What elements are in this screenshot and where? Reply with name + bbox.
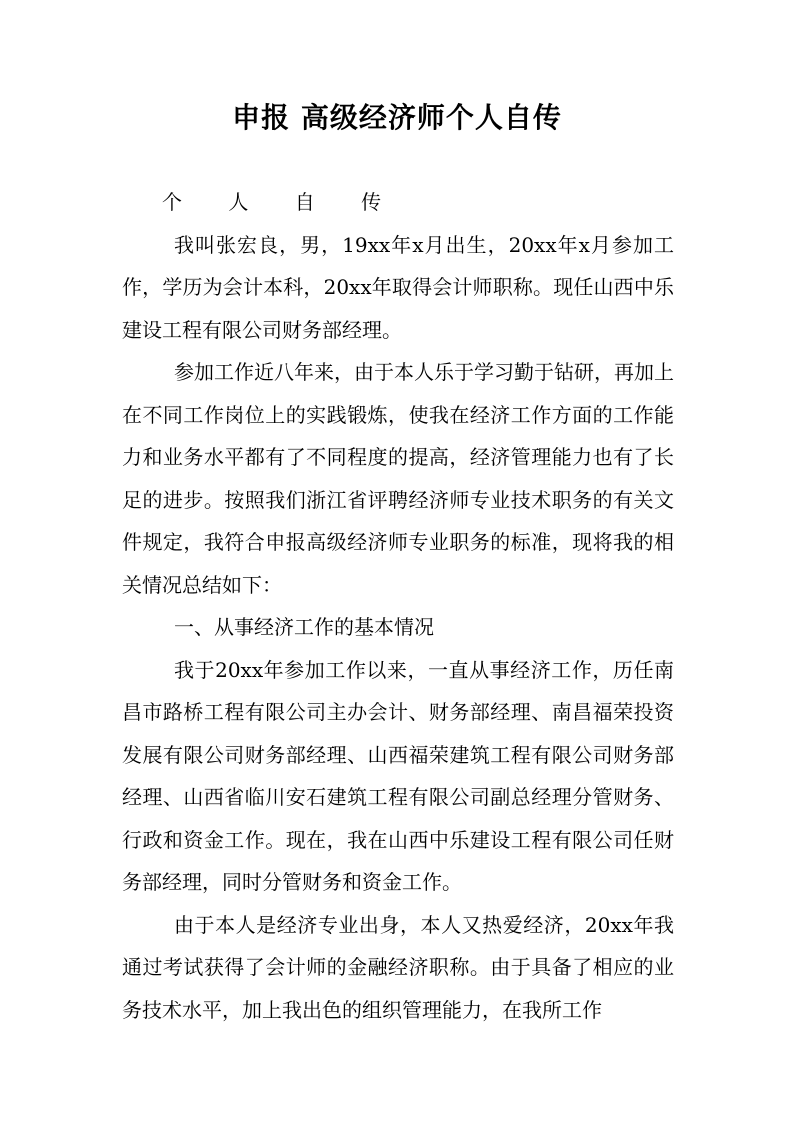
document-title: 申报 高级经济师个人自传	[232, 101, 562, 134]
section-heading: 个 人 自 传	[162, 190, 402, 214]
document-body	[122, 181, 674, 1031]
paragraph-intro: 我叫张宏良，男，19xx年x月出生，20xx年x月参加工作，学历为会计本科，20xx年取得会计师职称。现任山西中乐建设工程有限公司财务部经理。	[122, 232, 674, 342]
paragraph-work-history: 我于20xx年参加工作以来，一直从事经济工作，历任南昌市路桥工程有限公司主办会计、财务部经理、南昌福荣投资发展有限公司财务部经理、山西福荣建筑工程有限公司财务部经理、山西省临川安石建筑工程有限公司副总经理分管财务、行政和资金工作。现在，我在山西中乐建设工程有限公司任财务部经理，同时分管财务和资金工作。	[122, 657, 674, 894]
paragraph-qualification: 由于本人是经济专业出身，本人又热爱经济，20xx年我通过考试获得了会计师的金融经济职称。由于具备了相应的业务技术水平，加上我出色的组织管理能力，在我所工作	[122, 912, 674, 1022]
paragraph-summary: 参加工作近八年来，由于本人乐于学习勤于钻研，再加上在不同工作岗位上的实践锻炼，使我在经济工作方面的工作能力和业务水平都有了不同程度的提高，经济管理能力也有了长足的进步。按照我们浙江省评聘经济师专业技术职务的有关文件规定，我符合申报高级经济师专业职务的标准，现将我的相关情况总结如下：	[122, 360, 674, 597]
subsection-heading: 一、从事经济工作的基本情况	[174, 615, 434, 639]
